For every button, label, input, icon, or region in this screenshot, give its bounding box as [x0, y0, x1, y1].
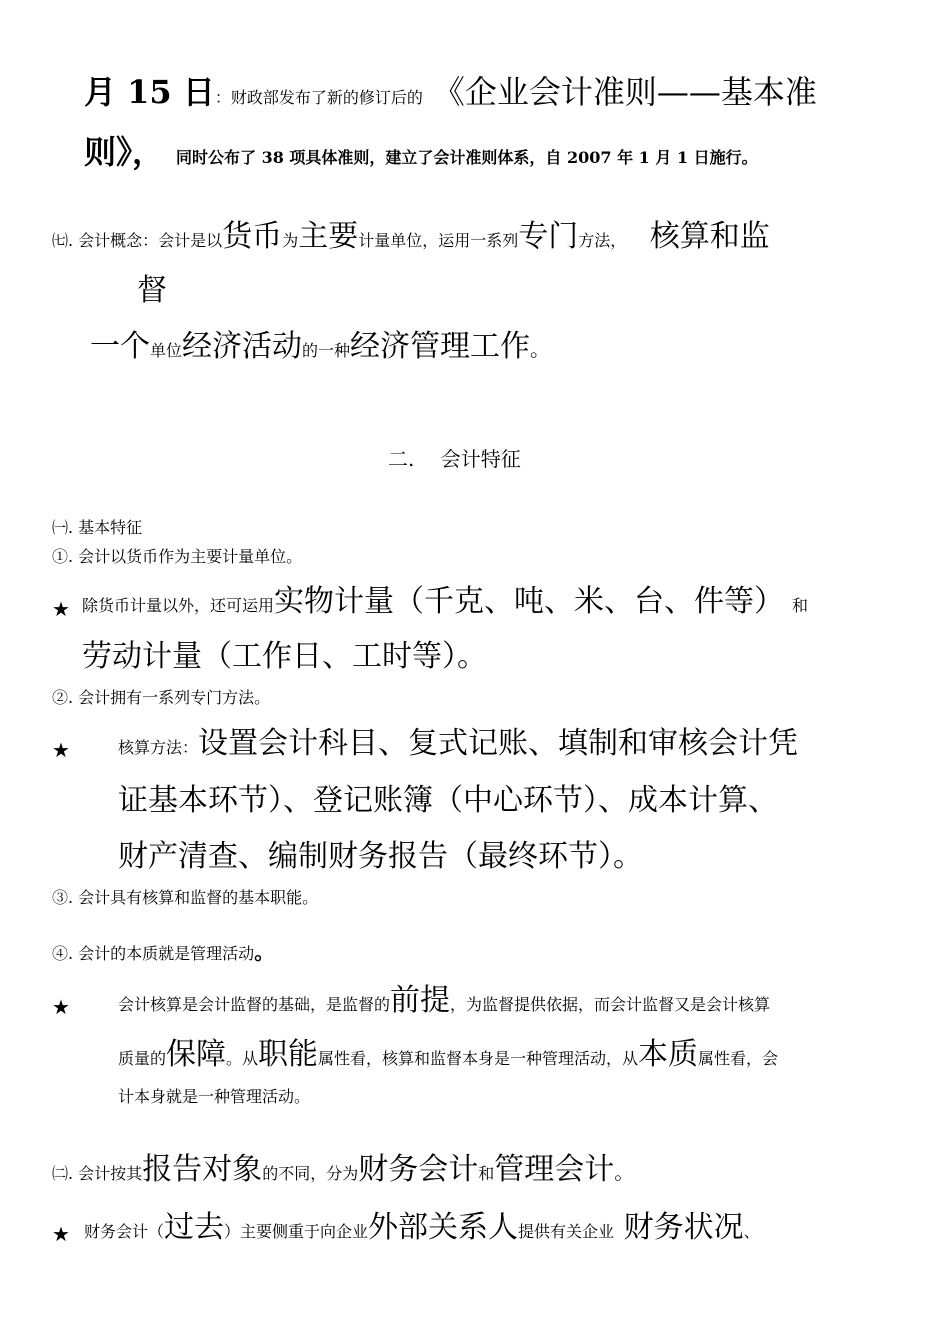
star-3-line-2: [118, 1037, 779, 1072]
star-1-line-2: 劳动计量（工作日、工时等）。: [82, 639, 487, 674]
star-icon: ★: [52, 995, 70, 1019]
point-4-text: ④. 会计的本质就是管理活动: [52, 944, 255, 963]
fa-emphasis: 外部关系人: [368, 1210, 519, 1245]
star-3-text: 会计核算是会计监督的基础，是监督的: [118, 995, 391, 1014]
star-2-emphasis: 设置会计科目、复式记账、填制和审核会计凭: [198, 726, 799, 761]
section-heading: 二. 会计特征: [388, 447, 521, 471]
concept-text: 计量单位，运用一系列: [358, 231, 519, 250]
report-emphasis: 管理会计: [494, 1152, 615, 1187]
concept-text: 为: [282, 231, 299, 250]
intro-detail: 同时公布了 38 项具体准则，建立了会计准则体系，自 2007 年 1 月 1 日施行。: [176, 148, 758, 167]
star-3-text: 属性看，核算和监督本身是一种管理活动，从: [318, 1049, 639, 1068]
intro-line-1: [84, 73, 817, 111]
star-3-line-1: [118, 983, 771, 1018]
concept-word: 核算和监: [640, 219, 770, 254]
concept-word: 主要: [298, 219, 359, 254]
star-2-line-2: 证基本环节）、登记账簿（中心环节）、成本计算、: [118, 783, 778, 818]
fa-text: 提供有关企业: [518, 1222, 615, 1241]
concept-line-3: [90, 329, 551, 364]
point-2: ②. 会计拥有一系列专门方法。: [52, 688, 271, 707]
point-4-end: 。: [254, 940, 275, 964]
fa-text: ）主要侧重于向企业: [224, 1222, 369, 1241]
financial-accounting-line: [84, 1210, 760, 1245]
fa-text: 、: [743, 1222, 760, 1241]
report-emphasis: 财务会计: [358, 1152, 479, 1187]
point-1: ①. 会计以货币作为主要计量单位。: [52, 547, 303, 566]
star-3-text: ，为监督提供依据，而会计监督又是会计核算: [450, 995, 771, 1014]
concept-word: 一个: [90, 329, 150, 364]
report-emphasis: 报告对象: [142, 1152, 263, 1187]
intro-line-2: [84, 133, 758, 171]
concept-text: 的一种: [302, 341, 351, 360]
report-text: 和: [478, 1164, 495, 1183]
star-3-text: 属性看，会: [698, 1049, 779, 1068]
star-3-emphasis: 职能: [258, 1037, 319, 1072]
fa-text: 财务会计（: [84, 1222, 165, 1241]
star-3-emphasis: 本质: [638, 1037, 699, 1072]
star-icon: ★: [52, 597, 70, 621]
intro-date: 月 15 日: [84, 73, 215, 111]
concept-word: 经济活动: [182, 329, 303, 364]
star-3-text: 质量的: [118, 1049, 167, 1068]
star-3-line-3: 计本身就是一种管理活动。: [118, 1087, 311, 1106]
star-3-text: 。从: [226, 1049, 259, 1068]
concept-word: 专门: [518, 219, 579, 254]
report-text: 的不同，分为: [262, 1164, 359, 1183]
concept-text: 。: [530, 337, 551, 361]
concept-text: 方法，: [578, 231, 627, 250]
star-3-emphasis: 前提: [390, 983, 451, 1018]
star-2-text: 核算方法：: [118, 738, 199, 757]
concept-word: 经济管理工作: [350, 329, 531, 364]
concept-word: 货币: [222, 219, 283, 254]
star-icon: ★: [52, 738, 70, 762]
fa-emphasis: 财务状况: [614, 1210, 744, 1245]
standard-title-end: 则》，: [84, 133, 165, 171]
report-label: ㈡. 会计按其: [52, 1164, 143, 1183]
star-1-tail: 和: [792, 596, 809, 615]
star-3-emphasis: 保障: [166, 1037, 227, 1072]
report-text: 。: [614, 1160, 635, 1184]
concept-text: 单位: [150, 341, 183, 360]
intro-text: ：财政部发布了新的修订后的: [214, 88, 423, 107]
star-2-line-3: 财产清查、编制财务报告（最终环节）。: [118, 839, 643, 874]
star-1-text: 除货币计量以外，还可运用: [82, 596, 275, 615]
concept-line-1: [52, 219, 770, 254]
point-3: ③. 会计具有核算和监督的基本职能。: [52, 888, 319, 907]
report-line: [52, 1152, 635, 1187]
standard-title: 《企业会计准则——基本准: [432, 73, 817, 111]
concept-line-2: 督: [137, 273, 167, 308]
point-4: [52, 942, 274, 962]
basic-heading: ㈠. 基本特征: [52, 518, 143, 537]
star-1-emphasis: 实物计量（千克、吨、米、台、件等）: [274, 584, 785, 619]
star-1-line-1: [82, 584, 809, 619]
star-icon: ★: [52, 1222, 70, 1246]
concept-label: ㈦. 会计概念：会计是以: [52, 231, 223, 250]
star-2-line-1: [118, 726, 799, 761]
fa-emphasis: 过去: [164, 1210, 225, 1245]
